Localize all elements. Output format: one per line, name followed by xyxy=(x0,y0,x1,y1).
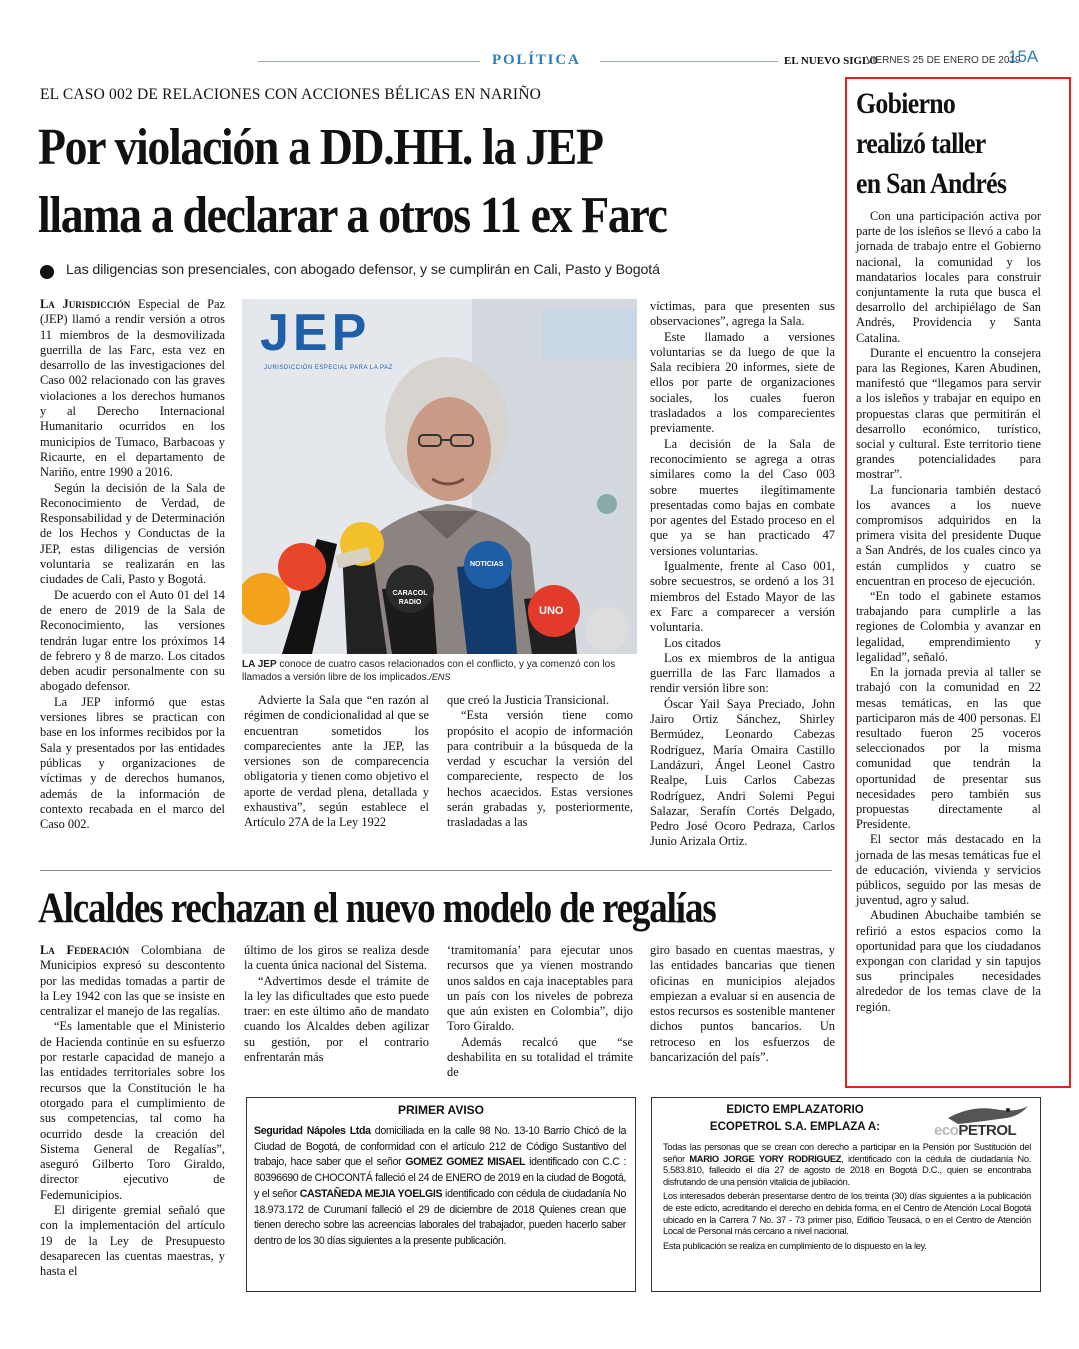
aviso-company: Seguridad Nápoles Ltda xyxy=(254,1125,371,1137)
mic-noticias: NOTICIAS xyxy=(470,561,504,568)
article2-c3-p1: ‘tramitomanía’ para ejecutar unos recursos que ya vienen mostrando unos saldos en caja inaceptables para un país con los niveles de pobreza que aún existen en Colombia”, dijo Toro Giraldo. xyxy=(447,943,633,1034)
sidebar-p2: Durante el encuentro la consejera para las Regiones, Karen Abudinen, manifestó que “llegamos para servir a los isleños y trabajar en equipo en propuestas claras que permitirán el desarrollo económico, turístico, social y cultural. Este territorio tiene grandes potencialidades para mostrar”. xyxy=(856,345,1041,482)
article1-kicker: EL CASO 002 DE RELACIONES CON ACCIONES BÉLICAS EN NARIÑO xyxy=(40,86,542,103)
deck-bullet xyxy=(40,265,54,279)
article1-column-4 xyxy=(650,299,835,850)
edicto-body xyxy=(663,1142,1031,1255)
article2-c2-p2: “Advertimos desde el trámite de la ley las dificultades que esto puede traer: en este último año de mandato cuando los Alcaldes deben agilizar su gestión, por el contrario enfrentarán más xyxy=(244,973,429,1065)
aviso-text-2: identificado con C.C : 80396690 de CHOCONTÁ falleció el 24 de ENERO de 2019 en la ciudad de Bogotá, y el señor xyxy=(254,1156,626,1200)
article2-c4-p1: giro basado en cuentas maestras, y las entidades bancarias que tienen oficinas en municipios alejados empiezan a evaluar si en ausencia de estos recursos es sostenible mantener dichos puntos bancarios. Un retroceso en los esfuerzos de bancarización del país”. xyxy=(650,943,835,1065)
edicto-p3: Esta publicación se realiza en cumplimiento de lo dispuesto en la ley. xyxy=(663,1240,927,1251)
article1-col1-p2: Según la decisión de la Sala de Reconocimiento de Verdad, de Responsabilidad y de Determinación de los Hechos y Conductas de la JEP, estas diligencias de versión voluntaria se realizarán en las ciudades de Cali, Pasto y Bogotá. xyxy=(40,480,225,587)
article1-col1-p3: De acuerdo con el Auto 01 del 14 de enero de 2019 de la Sala de Reconocimiento, las versiones tendrán lugar entre los próximos 14 de febrero y 8 de marzo. Los citados deben acudir personalmente con su abogado defensor. xyxy=(40,587,225,694)
article1-title-line1: Por violación a DD.HH. la JEP xyxy=(38,119,603,176)
paper-name: EL NUEVO SIGLO xyxy=(784,55,878,67)
issue-date: VIERNES 25 DE ENERO DE 2019 xyxy=(866,55,1021,66)
article2-column-1 xyxy=(40,943,225,1280)
article1-col1-p4: La JEP informó que estas versiones libres se practican con base en los informes recibidos por la Sala y presentados por las entidades públicas y organizaciones de víctimas y de derechos humanos, además de la información de contexto recabada en el marco del Caso 002. xyxy=(40,694,225,832)
article-divider xyxy=(40,870,832,871)
header-line-right xyxy=(600,61,778,62)
caption-text: conoce de cuatro casos relacionados con el conflicto, y ya comenzó con los llamados a versión libre de los implicados. xyxy=(242,659,616,683)
aviso-name-2: CASTAÑEDA MEJIA YOELGIS xyxy=(299,1187,443,1200)
article1-col4-p5: Óscar Yail Saya Preciado, John Jairo Ortiz Sánchez, Shirley Bermúdez, Leonardo Cabezas Rodríguez, María Omaira Castillo Landázuri, Ángel Leonel Castro Realpe, Luis Carlos Cabezas Rodríguez, Andri Solemi Pegui Salazar, Serafín Cortés Delgado, Pedro José Ocoro Pedraza, Carlos Junio Arizala Ortiz. xyxy=(650,696,835,849)
page-number: 15A xyxy=(1008,47,1039,66)
article1-deck: Las diligencias son presenciales, con abogado defensor, y se cumplirán en Cali, Pasto y Bogotá xyxy=(66,262,660,278)
article1-col4-p4: Los ex miembros de la antigua guerrilla de las Farc llamados a rendir versión libre son: xyxy=(650,650,835,696)
article1-lead: La Jurisdicción xyxy=(40,297,131,311)
edicto-name: MARIO JORGE YORY RODRIGUEZ xyxy=(689,1153,842,1164)
aviso-title: PRIMER AVISO xyxy=(397,1103,484,1117)
article1-column-2 xyxy=(244,693,429,831)
article1-col4-p2: La decisión de la Sala de reconocimiento se agrega a otras similares como la del Caso 003 sobre muertes ilegítimamente presentadas como bajas en combate por agentes del Estado proceso en el que ya se han practicado 47 versiones voluntarias. xyxy=(650,436,835,558)
article2-c1-p2: “Es lamentable que el Ministerio de Hacienda continúe en su esfuerzo por restarle capacidad de manejo a las entidades territoriales sobre los recursos que la Constitución le ha otorgado para el cumplimiento de sus competencias, tal como ha ocurrido desde la creación del Sistema General de Regalías”, aseguró Gilberto Toro Giraldo, director ejecutivo de Fedemunicipios. xyxy=(40,1019,225,1202)
article2-title: Alcaldes rechazan el nuevo modelo de regalías xyxy=(38,885,716,932)
article1-col1-p1: Especial de Paz (JEP) llamó a rendir versión a otros 11 miembros de la desmovilizada guerrilla de las Farc, esta vez en desarrollo de las investigaciones del Caso 002 relacionado con las graves violaciones a los derechos humanos y al Derecho Internacional Humanitario ocurridos en los municipios de Tumaco, Barbacoas y Ricaurte, en el departamento de Nariño, entre 1990 a 2016. xyxy=(40,297,225,480)
article1-col4-p1: Este llamado a versiones voluntarias se da luego de que la Sala recibiera 20 informes, siete de ellos por parte de organizaciones sociales, los cuales fueron trasladados a los comparecientes previamente. xyxy=(650,329,835,436)
ecopetrol-logo xyxy=(928,1100,1033,1140)
mic-caracol: CARACOL RADIO xyxy=(392,590,428,606)
aviso-text-1: domiciliada en la calle 98 No. 13-10 Barrio Chicó de la Ciudad de Bogotá, de conformidad con el artículo 212 de Código Sustantivo del trabajo, hace saber que el señor xyxy=(254,1125,626,1169)
article2-c2-p1: último de los giros se realiza desde la cuenta única nacional del Sistema. xyxy=(244,943,429,973)
article1-col2-p1: Advierte la Sala que “en razón al régimen de condicionalidad al que se encuentran sometidos los comparecientes ante la JEP, las versiones son de comparecencia obligatoria y tienen como objetivo el aporte de verdad plena, detallada y exhaustiva”, según establece el Artículo 27A de la Ley 1922 xyxy=(244,693,429,830)
section-label: POLÍTICA xyxy=(492,52,581,68)
article1-col3-p1: que creó la Justicia Transicional. xyxy=(447,693,610,707)
sidebar-title-line1: Gobierno xyxy=(856,87,956,120)
caption-lead: LA JEP xyxy=(242,659,277,670)
article2-column-4 xyxy=(650,943,835,1065)
sidebar-title-line2: realizó taller xyxy=(856,127,986,160)
sidebar-body xyxy=(856,209,1041,1015)
page-header xyxy=(0,0,1079,76)
edicto-p1a: Todas las personas que se crean con derecho a participar en la Pensión por Sustitución del señor xyxy=(663,1142,1031,1164)
aviso-text-3: identificado con cédula de ciudadanía No 18.973.172 de Curumaní falleció el 29 de diciembre de 2018 Quienes crean que tienen derecho sobre las acreencias laborales del trabajador, pueden hacerlo saber dentro de los 30 días siguientes a la presente publicación. xyxy=(254,1187,626,1247)
sidebar-p7: Abudinen Abuchaibe también se refirió a estos espacios como la oportunidad para que los ciudadanos expongan con claridad y sin tapujos sus principales necesidades alrededor de los temas clave de la región. xyxy=(856,908,1041,1014)
edicto-p1c: , identificado con la cédula de ciudadanía No. 5.583.810, fallecido el día 27 de agosto de 2018 en Bogotá D.C., quien se encontraba disfrutando de una pensión vitalicia de jubilación. xyxy=(663,1153,1032,1187)
mic-uno: UNO xyxy=(539,605,564,617)
logo-eco: eco xyxy=(934,1122,959,1139)
article2-c1-p1: Colombiana de Municipios expresó su descontento por las medidas tomadas a partir de la Ley 1942 con las que se insiste en centralizar el manejo de las regalías. xyxy=(40,943,225,1019)
article1-column-1 xyxy=(40,297,225,832)
sidebar-p1: Con una participación activa por parte de los isleños se llevó a cabo la jornada de trabajo entre el Gobierno nacional, la comunidad y los mandatarios locales para construir conjuntamente la ruta que busca el desarrollo del archipiélago de San Andrés, Providencia y Santa Catalina. xyxy=(856,209,1041,345)
article1-col3-p2: “Esta versión tiene como propósito el acopio de información para contribuir a la búsqueda de la verdad y escuchar la versión del compareciente, respecto de los hechos acaecidos. Estas versiones serán grabadas y, posteriormente, trasladadas a las xyxy=(447,708,633,830)
article1-photo xyxy=(242,299,637,654)
article1-col4-p0: víctimas, para que presenten sus observaciones”, agrega la Sala. xyxy=(650,299,835,329)
header-line-left xyxy=(258,61,480,62)
logo-petrol: PETROL xyxy=(958,1122,1017,1139)
article2-column-3 xyxy=(447,943,633,1081)
sidebar-p6: El sector más destacado en la jornada de las mesas temáticas fue el de educación, vivienda y servicios públicos, seguido por las mesas de juventud, agro y salud. xyxy=(856,832,1041,908)
article2-lead: La Federación xyxy=(40,943,130,957)
article2-column-2 xyxy=(244,943,429,1065)
sidebar-p4: “En todo el gabinete estamos trabajando para cumplirle a las regiones de Colombia y avanzar en legalidad, emprendimiento y legalidad”, señaló. xyxy=(856,589,1041,664)
jep-logo: JEP xyxy=(260,304,371,362)
edicto-subtitle: ECOPETROL S.A. EMPLAZA A: xyxy=(709,1121,881,1133)
sidebar-title-line3: en San Andrés xyxy=(856,167,1007,200)
article2-c1-p3: El dirigente gremial señaló que con la implementación del artículo 19 de la Ley de Presupuesto desaparecen las cuentas maestras, y hasta el xyxy=(40,1203,225,1279)
photo-caption xyxy=(242,658,637,684)
edicto-p2: Los interesados deberán presentarse dentro de los treinta (30) días siguientes a la publicación de este edicto, acreditando el derecho en debida forma, en el Centro de Atención Local Bogotá ubicado en la Carrera 7 No. 37 - 73 primer piso, Edificio Teusacá, o en el Centro de Atención Local de Personal más cercano a nivel nacional. xyxy=(663,1191,1031,1237)
sidebar-p3: La funcionaria también destacó los avances a los nueve compromisos adquiridos en la primera visita del presidente Duque a San Andrés, de los cuales cinco ya están cumplidos y cuatro se encuentran en proceso de ejecución. xyxy=(856,482,1041,588)
article1-column-3 xyxy=(447,693,633,831)
aviso-name-1: GOMEZ GOMEZ MISAEL xyxy=(405,1156,526,1169)
aviso-text xyxy=(254,1124,626,1250)
article2-c3-p2: Además recalcó que “se deshabilita en su totalidad el trámite de xyxy=(447,1034,633,1080)
edicto-title: EDICTO EMPLAZATORIO xyxy=(726,1104,864,1116)
article1-col4-p3: Igualmente, frente al Caso 001, sobre secuestros, se ordenó a los 31 miembros del Estado Mayor de las ex Farc a comparecer a versión voluntaria. xyxy=(650,559,835,635)
caption-credit: /ENS xyxy=(429,672,451,682)
article1-col4-subhead: Los citados xyxy=(664,635,721,650)
article1-title-line2: llama a declarar a otros 11 ex Farc xyxy=(38,187,667,244)
ecopetrol-logo-text xyxy=(934,1122,1016,1139)
jep-logo-subtitle: JURISDICCIÓN ESPECIAL PARA LA PAZ xyxy=(264,365,393,371)
sidebar-p5: En la jornada previa al taller se trabajó con la comunidad en 22 mesas temáticas, en las que participaron más de 400 personas. El resultado fueron 25 voceros seleccionados por la misma comunidad que tendrán la oportunidad de presentar sus necesidades pero también sus propuestas directamente al Presidente. xyxy=(856,665,1041,832)
